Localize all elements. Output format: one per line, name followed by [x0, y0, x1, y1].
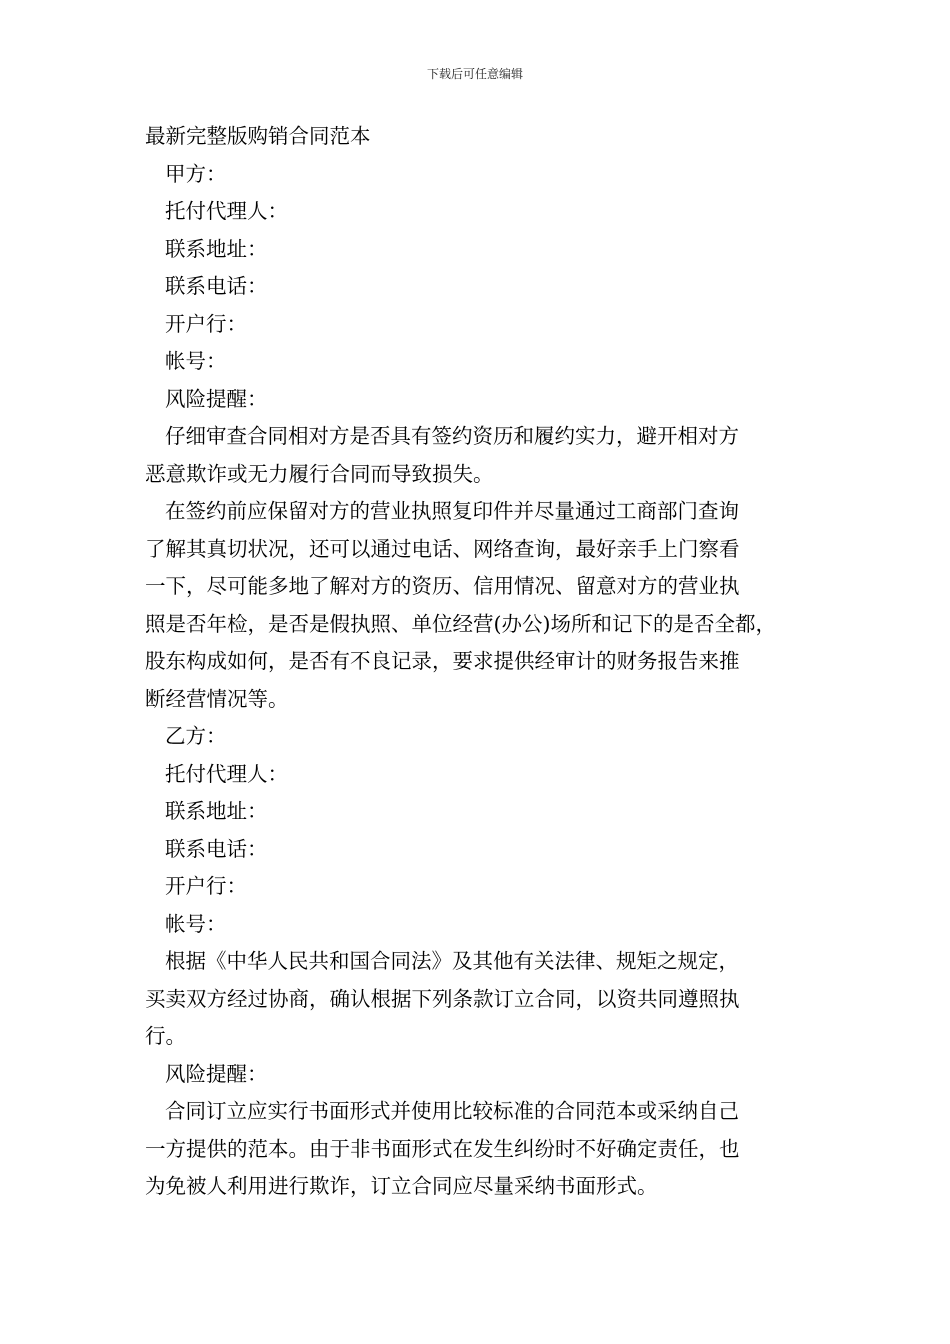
party-b-bank: 开户行：	[165, 874, 247, 898]
party-b-label: 乙方：	[165, 724, 227, 748]
risk-reminder-label: 风险提醒：	[165, 1061, 268, 1086]
risk-paragraph-line: 一下，尽可能多地了解对方的资历、信用情况、留意对方的营业执	[145, 574, 740, 598]
party-a-bank: 开户行：	[165, 311, 247, 336]
header-note: 下载后可任意编辑	[426, 67, 523, 81]
party-b-phone: 联系电话：	[165, 836, 268, 861]
party-a-agent: 托付代理人：	[165, 199, 288, 223]
party-a-label: 甲方：	[165, 161, 227, 186]
basis-paragraph-line: 行。	[145, 1024, 186, 1048]
risk-paragraph-line: 在签约前应保留对方的营业执照复印件并尽量通过工商部门查询	[165, 499, 739, 523]
risk-paragraph-line: 为免被人利用进行欺诈，订立合同应尽量采纳书面形式。	[145, 1174, 658, 1198]
risk-paragraph-line: 一方提供的范本。由于非书面形式在发生纠纷时不好确定责任，也	[145, 1136, 740, 1161]
basis-paragraph-line: 买卖双方经过协商，确认根据下列条款订立合同，以资共同遵照执	[145, 986, 740, 1011]
party-b-account: 帐号：	[165, 911, 227, 936]
party-b-address: 联系地址：	[165, 799, 268, 823]
risk-paragraph-line: 断经营情况等。	[145, 686, 289, 711]
risk-paragraph-line: 股东构成如何，是否有不良记录，要求提供经审计的财务报告来推	[145, 649, 740, 673]
risk-paragraph-line: 合同订立应实行书面形式并使用比较标准的合同范本或采纳自己	[165, 1099, 739, 1123]
risk-paragraph-line: 仔细审查合同相对方是否具有签约资历和履约实力，避开相对方	[165, 424, 739, 448]
party-b-agent: 托付代理人：	[165, 761, 288, 786]
document-body	[145, 118, 825, 1206]
basis-paragraph-line: 根据《中华人民共和国合同法》及其他有关法律、规矩之规定，	[165, 949, 739, 973]
party-a-address: 联系地址：	[165, 236, 268, 261]
risk-paragraph-line: 了解其真切状况，还可以通过电话、网络查询，最好亲手上门察看	[145, 536, 740, 561]
risk-reminder-label: 风险提醒：	[165, 386, 268, 411]
risk-paragraph-line: 照是否年检，是否是假执照、单位经营(办公)场所和记下的是否全都，	[145, 611, 776, 636]
risk-paragraph-line: 恶意欺诈或无力履行合同而导致损失。	[145, 461, 494, 486]
document-title: 最新完整版购销合同范本	[145, 124, 371, 148]
party-a-phone: 联系电话：	[165, 274, 268, 298]
party-a-account: 帐号：	[165, 349, 227, 373]
